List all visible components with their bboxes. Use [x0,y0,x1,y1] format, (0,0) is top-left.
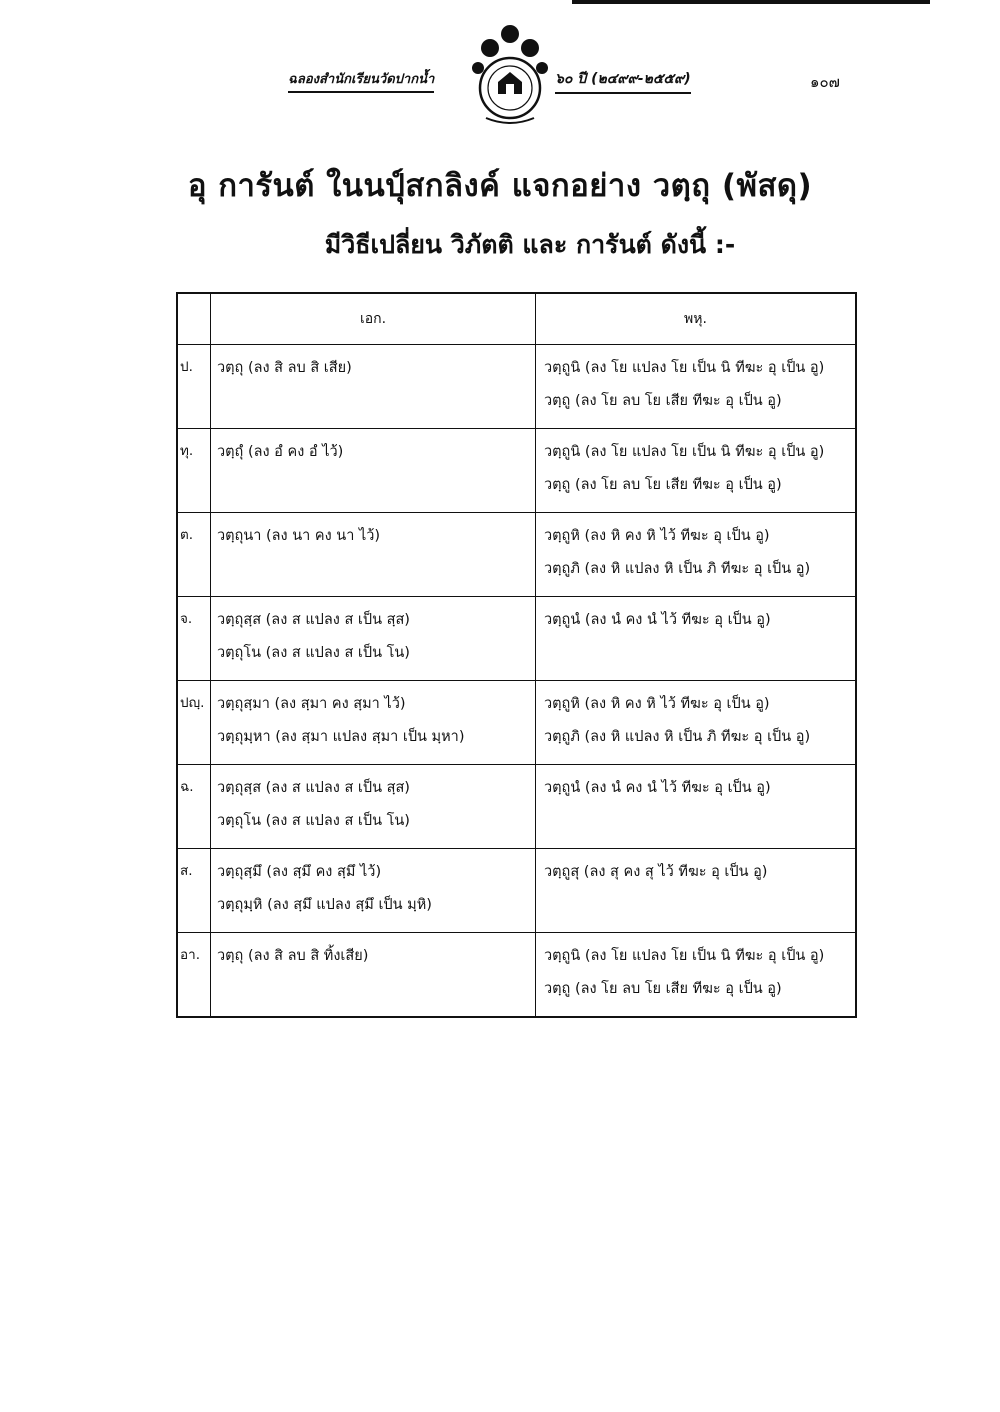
plural-cell [536,345,857,429]
plural-form: วตฺถู (ลง โย ลบ โย เสีย ทีฆะ อุ เป็น อู) [544,477,782,493]
institution-emblem-icon [468,20,552,130]
plural-form: วตฺถูหิ (ลง หิ คง หิ ไว้ ทีฆะ อุ เป็น อู) [544,528,770,544]
header-anniversary-text: ๖๐ ปี (๒๔๙๙-๒๕๕๙) [555,68,691,94]
singular-cell [211,933,536,1018]
singular-cell [211,513,536,597]
plural-form: วตฺถูหิ (ลง หิ คง หิ ไว้ ทีฆะ อุ เป็น อู) [544,696,770,712]
table-row [177,849,856,933]
table-row [177,513,856,597]
case-label: ปญฺ. [177,681,211,765]
case-label: จ. [177,597,211,681]
top-edge-rule [572,0,930,4]
singular-form: วตฺถุสฺส (ลง ส แปลง ส เป็น สฺส) [217,780,410,796]
singular-form: วตฺถุโน (ลง ส แปลง ส เป็น โน) [217,645,410,661]
table-row [177,933,856,1018]
header-singular: เอก. [211,293,536,345]
singular-cell [211,429,536,513]
plural-cell [536,597,857,681]
table-row [177,345,856,429]
plural-form: วตฺถูนิ (ลง โย แปลง โย เป็น นิ ทีฆะ อุ เป็น อู) [544,360,825,376]
singular-form: วตฺถุนา (ลง นา คง นา ไว้) [217,528,381,544]
header-institution-text: ฉลองสำนักเรียนวัดปากน้ำ [288,68,434,93]
singular-cell [211,765,536,849]
plural-cell [536,849,857,933]
singular-form: วตฺถุสฺมา (ลง สฺมา คง สฺมา ไว้) [217,696,406,712]
plural-cell [536,933,857,1018]
plural-form: วตฺถู (ลง โย ลบ โย เสีย ทีฆะ อุ เป็น อู) [544,393,782,409]
case-label: ป. [177,345,211,429]
plural-form: วตฺถูนํ (ลง นํ คง นํ ไว้ ทีฆะ อุ เป็น อู) [544,780,771,796]
singular-form: วตฺถุสฺส (ลง ส แปลง ส เป็น สฺส) [217,612,410,628]
singular-form: วตฺถุโน (ลง ส แปลง ส เป็น โน) [217,813,410,829]
case-label: อา. [177,933,211,1018]
plural-form: วตฺถูนิ (ลง โย แปลง โย เป็น นิ ทีฆะ อุ เป็น อู) [544,444,825,460]
plural-form: วตฺถูนิ (ลง โย แปลง โย เป็น นิ ทีฆะ อุ เป็น อู) [544,948,825,964]
plural-form: วตฺถู (ลง โย ลบ โย เสีย ทีฆะ อุ เป็น อู) [544,981,782,997]
page-number: ๑๐๗ [810,73,840,91]
singular-cell [211,681,536,765]
singular-form: วตฺถุ (ลง สิ ลบ สิ เสีย) [217,360,352,376]
page-title: อุ การันต์ ในนปุ์สกลิงค์ แจกอย่าง วตฺถุ (พัสดุ) [187,168,813,204]
singular-form: วตฺถุมฺหิ (ลง สฺมึ แปลง สฺมึ เป็น มฺหิ) [217,897,432,913]
plural-form: วตฺถูภิ (ลง หิ แปลง หิ เป็น ภิ ทีฆะ อุ เป็น อู) [544,729,811,745]
case-label: ทุ. [177,429,211,513]
plural-cell [536,429,857,513]
singular-form: วตฺถุ (ลง สิ ลบ สิ ทิ้งเสีย) [217,948,369,964]
singular-form: วตฺถุมฺหา (ลง สฺมา แปลง สฺมา เป็น มฺหา) [217,729,465,745]
page-subtitle: มีวิธีเปลี่ยน วิภัตติ และ การันต์ ดังนี้ :- [324,230,736,259]
table-header-row [177,293,856,345]
case-label: ต. [177,513,211,597]
singular-form: วตฺถุํ (ลง อํ คง อํ ไว้) [217,444,344,460]
declension-table [176,292,857,1018]
table-row [177,765,856,849]
plural-cell [536,765,857,849]
plural-form: วตฺถูสุ (ลง สุ คง สุ ไว้ ทีฆะ อุ เป็น อู) [544,864,768,880]
header-case [177,293,211,345]
singular-cell [211,345,536,429]
table-row [177,597,856,681]
singular-cell [211,849,536,933]
table-row [177,681,856,765]
singular-cell [211,597,536,681]
plural-form: วตฺถูนํ (ลง นํ คง นํ ไว้ ทีฆะ อุ เป็น อู) [544,612,771,628]
singular-form: วตฺถุสฺมึ (ลง สฺมึ คง สฺมึ ไว้) [217,864,382,880]
case-label: ฉ. [177,765,211,849]
table-row [177,429,856,513]
header-plural: พหุ. [536,293,857,345]
case-label: ส. [177,849,211,933]
plural-cell [536,681,857,765]
plural-cell [536,513,857,597]
plural-form: วตฺถูภิ (ลง หิ แปลง หิ เป็น ภิ ทีฆะ อุ เป็น อู) [544,561,811,577]
